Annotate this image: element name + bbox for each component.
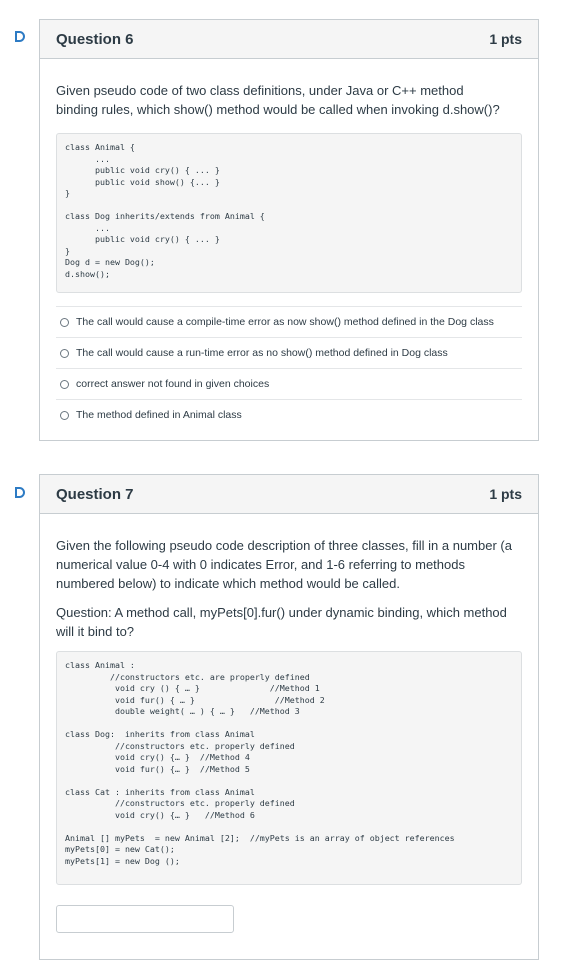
question-6-body xyxy=(40,81,538,430)
radio-button[interactable] xyxy=(60,411,69,420)
question-7-body xyxy=(40,536,538,933)
question-7-title: Question 7 xyxy=(56,485,134,503)
flag-question-7-icon[interactable] xyxy=(15,487,25,498)
question-7-header xyxy=(40,475,538,514)
radio-button[interactable] xyxy=(60,380,69,389)
question-7-points: 1 pts xyxy=(489,486,522,502)
question-6-header xyxy=(40,20,538,59)
question-7-code-block: class Animal : //constructors etc. are properly defined void cry () { … } //Method 1 void fur() { … } //Method 2 double weight( … ) { … } //Method 3 class Dog: inherits from class Animal //constructors etc. properly defined void cry() {… } //Method 4 void fur() {… } //Method 5 class Cat : inherits from class Animal //constructors etc. properly defined void cry() {… } //Method 6 Animal [] myPets = new Animal [2]; //myPets is an array of object references myPets[0] = new Cat(); myPets[1] = new Dog (); xyxy=(56,651,522,885)
question-6-points: 1 pts xyxy=(489,31,522,47)
question-6-prompt: Given pseudo code of two class definitions, under Java or C++ method binding rules, which show() method would be called when invoking d.show()? xyxy=(56,83,500,117)
answer-option-3-label: correct answer not found in given choices xyxy=(76,378,270,390)
question-7-question: Question: A method call, myPets[0].fur() under dynamic binding, which method will it bind to? xyxy=(56,605,507,639)
answer-option-2-label: The call would cause a run-time error as no show() method defined in Dog class xyxy=(76,347,448,359)
question-6-answers xyxy=(56,306,522,430)
answer-option-4-label: The method defined in Animal class xyxy=(76,409,242,421)
question-7 xyxy=(39,474,539,960)
radio-button[interactable] xyxy=(60,318,69,327)
flag-question-6-icon[interactable] xyxy=(15,31,25,42)
question-6 xyxy=(39,19,539,441)
answer-input[interactable] xyxy=(56,905,234,933)
answer-option-2[interactable] xyxy=(56,338,522,369)
question-7-prompt: Given the following pseudo code description of three classes, fill in a number (a numerical value 0-4 with 0 indicates Error, and 1-6 referring to methods numbered below) to indicate which method would be called. xyxy=(56,538,512,591)
answer-option-1[interactable] xyxy=(56,307,522,338)
question-6-code-block: class Animal { ... public void cry() { ... } public void show() {... } } class Dog inherits/extends from Animal { ... public void cry() { ... } } Dog d = new Dog(); d.show(); xyxy=(56,133,522,293)
answer-option-1-label: The call would cause a compile-time error as now show() method defined in the Dog class xyxy=(76,316,494,328)
radio-button[interactable] xyxy=(60,349,69,358)
answer-option-4[interactable] xyxy=(56,400,522,430)
question-6-title: Question 6 xyxy=(56,30,134,48)
answer-option-3[interactable] xyxy=(56,369,522,400)
